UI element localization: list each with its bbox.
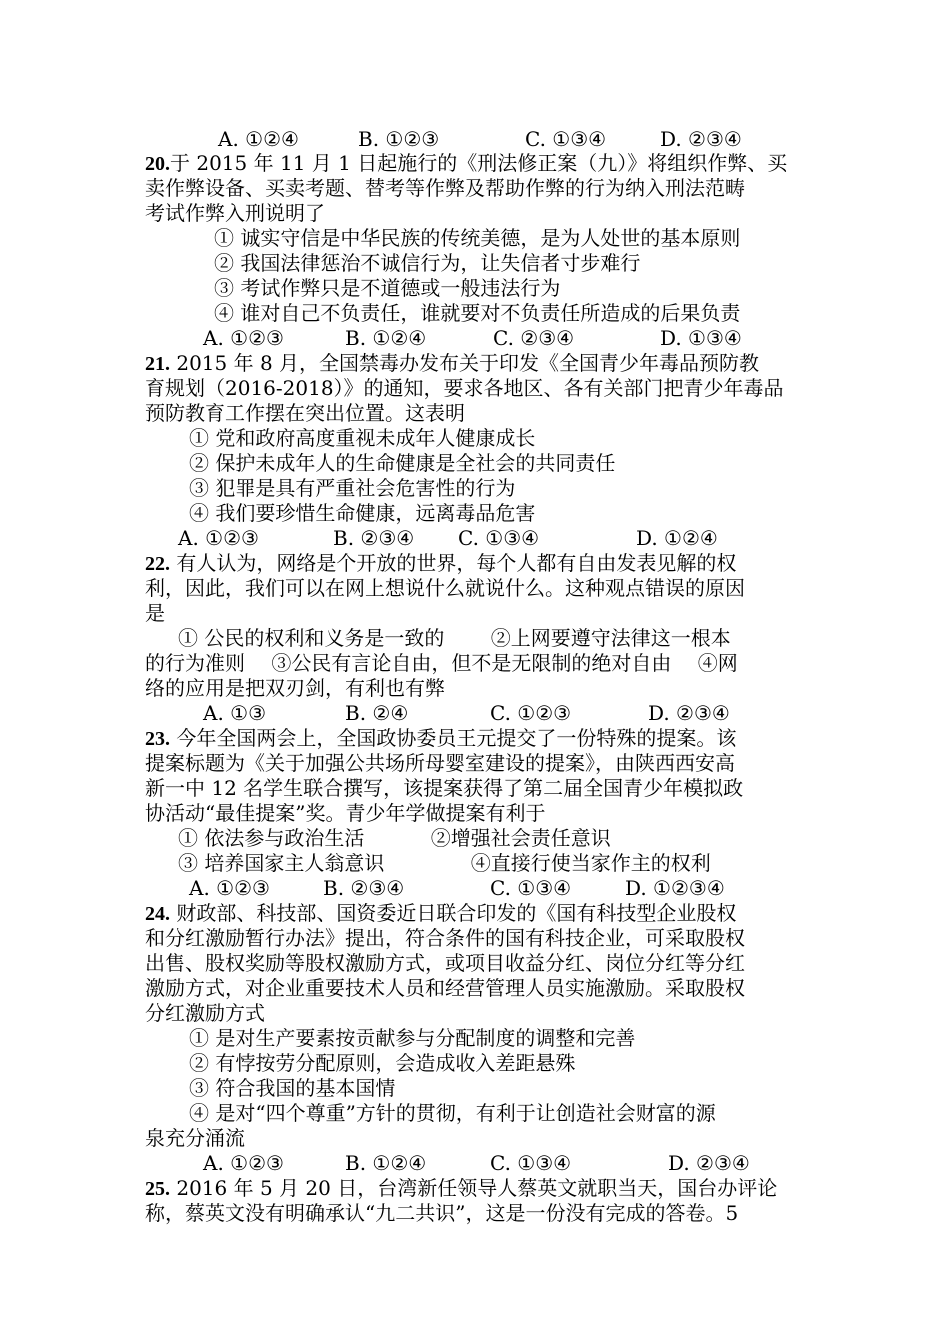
q21-item-4: ④ 我们要珍惜生命健康，远离毒品危害 <box>189 501 536 525</box>
q20-stem-line-3: 考试作弊入刑说明了 <box>145 201 325 225</box>
q22-option-a: A. ①③ <box>203 701 267 725</box>
q21-item-1: ① 党和政府高度重视未成年人健康成长 <box>189 426 536 450</box>
q23-item-row-2: ③ 培养国家主人翁意识 ④直接行使当家作主的权利 <box>178 851 711 875</box>
q22-option-d: D. ②③④ <box>648 701 730 725</box>
q24-item-4: ④ 是对“四个尊重”方针的贯彻，有利于让创造社会财富的源 <box>189 1101 716 1125</box>
q24-item-4-cont: 泉充分涌流 <box>145 1126 245 1150</box>
q22-option-b: B. ②④ <box>345 701 409 725</box>
q24-stem-line-1: 24. 财政部、科技部、国资委近日联合印发的《国有科技型企业股权 <box>145 901 737 925</box>
q25-stem-line-2: 称，蔡英文没有明确承认“九二共识”，这是一份没有完成的答卷。5 <box>145 1201 739 1225</box>
q25-stem-line-1: 25. 2016 年 5 月 20 日，台湾新任领导人蔡英文就职当天，国台办评论 <box>145 1176 778 1200</box>
q20-item-3: ③ 考试作弊只是不道德或一般违法行为 <box>214 276 561 300</box>
q24-stem-line-3: 出售、股权奖励等股权激励方式，或项目收益分红、岗位分红等分红 <box>145 951 745 975</box>
q23-number: 23. <box>145 728 170 750</box>
q21-stem-line-3: 预防教育工作摆在突出位置。这表明 <box>145 401 465 425</box>
q22-stem-line-2: 利，因此，我们可以在网上想说什么就说什么。这种观点错误的原因 <box>145 576 745 600</box>
q23-option-d: D. ①②③④ <box>625 876 725 900</box>
q20-item-2: ② 我国法律惩治不诚信行为，让失信者寸步难行 <box>214 251 641 275</box>
q23-stem-line-3: 新一中 12 名学生联合撰写，该提案获得了第二届全国青少年模拟政 <box>145 776 744 800</box>
q21-number: 21. <box>145 353 170 375</box>
q21-option-a: A. ①②③ <box>178 526 259 550</box>
q21-item-2: ② 保护未成年人的生命健康是全社会的共同责任 <box>189 451 616 475</box>
q23-option-b: B. ②③④ <box>323 876 405 900</box>
q20-stem-line-1: 20.于 2015 年 11 月 1 日起施行的《刑法修正案（九）》将组织作弊、买 <box>145 151 788 175</box>
q20-number: 20. <box>145 153 170 175</box>
q21-item-3: ③ 犯罪是具有严重社会危害性的行为 <box>189 476 516 500</box>
q24-option-d: D. ②③④ <box>668 1151 750 1175</box>
q20-item-1: ① 诚实守信是中华民族的传统美德，是为人处世的基本原则 <box>214 226 741 250</box>
q23-option-a: A. ①②③ <box>189 876 270 900</box>
q19-option-b: B. ①②③ <box>358 127 440 151</box>
q19-option-a: A. ①②④ <box>218 127 299 151</box>
q20-option-d: D. ①③④ <box>660 326 742 350</box>
q22-stem-line-3: 是 <box>145 601 165 625</box>
q22-option-c: C. ①②③ <box>490 701 572 725</box>
q21-stem-line-1: 21. 2015 年 8 月，全国禁毒办发布关于印发《全国青少年毒品预防教 <box>145 351 760 375</box>
q22-stem-line-1: 22. 有人认为，网络是个开放的世界，每个人都有自由发表见解的权 <box>145 551 737 575</box>
q20-stem-line-2: 卖作弊设备、买卖考题、替考等作弊及帮助作弊的行为纳入刑法范畴 <box>145 176 745 200</box>
q22-body-line-2: 的行为准则 ③公民有言论自由，但不是无限制的绝对自由 ④网 <box>145 651 738 675</box>
q24-number: 24. <box>145 903 170 925</box>
q24-option-b: B. ①②④ <box>345 1151 427 1175</box>
q23-item-row-1: ① 依法参与政治生活 ②增强社会责任意识 <box>178 826 611 850</box>
q24-option-a: A. ①②③ <box>203 1151 284 1175</box>
q24-item-2: ② 有悖按劳分配原则，会造成收入差距悬殊 <box>189 1051 576 1075</box>
q23-stem-line-4: 协活动“最佳提案”奖。青少年学做提案有利于 <box>145 801 546 825</box>
q23-stem-line-2: 提案标题为《关于加强公共场所母婴室建设的提案》，由陕西西安高 <box>145 751 735 775</box>
q22-body-line-1: ① 公民的权利和义务是一致的 ②上网要遵守法律这一根本 <box>178 626 731 650</box>
q23-option-c: C. ①③④ <box>490 876 572 900</box>
q21-option-b: B. ②③④ <box>333 526 415 550</box>
q24-stem-line-5: 分红激励方式 <box>145 1001 265 1025</box>
q19-option-d: D. ②③④ <box>660 127 742 151</box>
q24-stem-line-4: 激励方式，对企业重要技术人员和经营管理人员实施激励。采取股权 <box>145 976 745 1000</box>
q20-option-b: B. ①②④ <box>345 326 427 350</box>
q23-stem-line-1: 23. 今年全国两会上，全国政协委员王元提交了一份特殊的提案。该 <box>145 726 737 750</box>
q24-stem-line-2: 和分红激励暂行办法》提出，符合条件的国有科技企业，可采取股权 <box>145 926 745 950</box>
q19-option-c: C. ①③④ <box>525 127 607 151</box>
q24-item-1: ① 是对生产要素按贡献参与分配制度的调整和完善 <box>189 1026 636 1050</box>
q20-option-a: A. ①②③ <box>203 326 284 350</box>
q22-body-line-3: 络的应用是把双刃剑，有利也有弊 <box>145 676 445 700</box>
q20-option-c: C. ②③④ <box>493 326 575 350</box>
q25-number: 25. <box>145 1178 170 1200</box>
q21-stem-line-2: 育规划（2016-2018）》的通知，要求各地区、各有关部门把青少年毒品 <box>145 376 784 400</box>
q21-option-d: D. ①②④ <box>636 526 718 550</box>
q22-number: 22. <box>145 553 170 575</box>
q20-item-4: ④ 谁对自己不负责任，谁就要对不负责任所造成的后果负责 <box>214 301 741 325</box>
q24-item-3: ③ 符合我国的基本国情 <box>189 1076 396 1100</box>
q24-option-c: C. ①③④ <box>490 1151 572 1175</box>
q21-option-c: C. ①③④ <box>458 526 540 550</box>
